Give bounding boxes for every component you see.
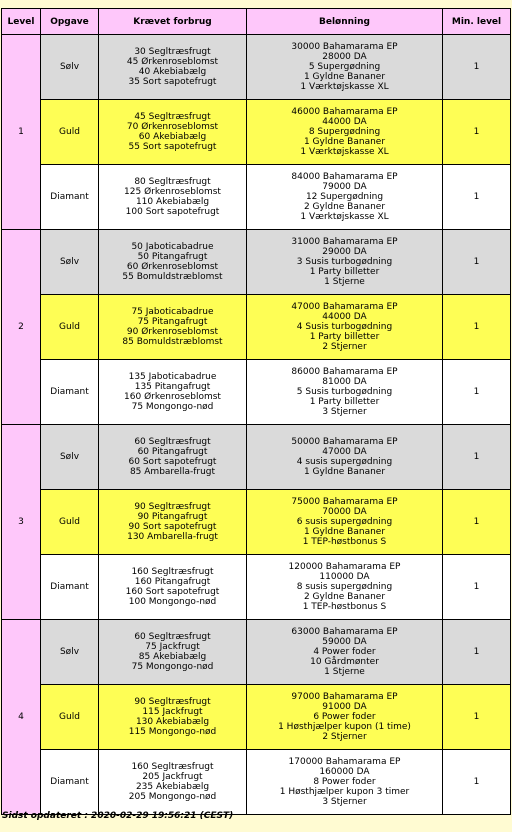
- min-level-cell: 1: [443, 295, 511, 360]
- reward-cell: 46000 Bahamarama EP 44000 DA 8 Supergødning 1 Gyldne Bananer 1 Værktøjskasse XL: [247, 100, 443, 165]
- min-level-cell: 1: [443, 490, 511, 555]
- task-cell: Sølv: [41, 35, 99, 100]
- table-row: [2, 620, 511, 685]
- task-cell: Guld: [41, 295, 99, 360]
- table-row: [2, 555, 511, 620]
- min-level-cell: 1: [443, 100, 511, 165]
- requirement-cell: 60 Segltræsfrugt 60 Pitangafrugt 60 Sort sapotefrugt 85 Ambarella-frugt: [99, 425, 247, 490]
- header-row: [2, 9, 511, 35]
- table-row: [2, 360, 511, 425]
- reward-table: [1, 8, 511, 815]
- task-cell: Diamant: [41, 750, 99, 815]
- task-cell: Guld: [41, 100, 99, 165]
- table-row: [2, 165, 511, 230]
- table-row: [2, 425, 511, 490]
- header-level: Level: [2, 9, 41, 35]
- level-cell: 3: [2, 425, 41, 620]
- last-updated-text: Sidst opdateret : 2020-02-29 19:56:21 (CEST): [2, 811, 234, 821]
- reward-cell: 97000 Bahamarama EP 91000 DA 6 Power foder 1 Høsthjælper kupon (1 time) 2 Stjerner: [247, 685, 443, 750]
- level-cell: 2: [2, 230, 41, 425]
- requirement-cell: 90 Segltræsfrugt 90 Pitangafrugt 90 Sort sapotefrugt 130 Ambarella-frugt: [99, 490, 247, 555]
- task-cell: Diamant: [41, 555, 99, 620]
- requirement-cell: 135 Jaboticabadrue 135 Pitangafrugt 160 Ørkenroseblomst 75 Mongongo-nød: [99, 360, 247, 425]
- requirement-cell: 60 Segltræsfrugt 75 Jackfrugt 85 Akebiabælg 75 Mongongo-nød: [99, 620, 247, 685]
- task-cell: Sølv: [41, 620, 99, 685]
- reward-cell: 120000 Bahamarama EP 110000 DA 8 susis supergødning 2 Gyldne Bananer 1 TEP-høstbonus S: [247, 555, 443, 620]
- requirement-cell: 160 Segltræsfrugt 160 Pitangafrugt 160 Sort sapotefrugt 100 Mongongo-nød: [99, 555, 247, 620]
- requirement-cell: 50 Jaboticabadrue 50 Pitangafrugt 60 Ørkenroseblomst 55 Bomuldstræblomst: [99, 230, 247, 295]
- table-row: [2, 295, 511, 360]
- table-row: [2, 100, 511, 165]
- min-level-cell: 1: [443, 685, 511, 750]
- requirement-cell: 45 Segltræsfrugt 70 Ørkenroseblomst 60 Akebiabælg 55 Sort sapotefrugt: [99, 100, 247, 165]
- level-cell: 4: [2, 620, 41, 815]
- requirement-cell: 30 Segltræsfrugt 45 Ørkenroseblomst 40 Akebiabælg 35 Sort sapotefrugt: [99, 35, 247, 100]
- table-row: [2, 685, 511, 750]
- min-level-cell: 1: [443, 555, 511, 620]
- min-level-cell: 1: [443, 35, 511, 100]
- task-cell: Sølv: [41, 425, 99, 490]
- reward-cell: 47000 Bahamarama EP 44000 DA 4 Susis turbogødning 1 Party billetter 2 Stjerner: [247, 295, 443, 360]
- header-min-level: Min. level: [443, 9, 511, 35]
- task-cell: Diamant: [41, 360, 99, 425]
- min-level-cell: 1: [443, 360, 511, 425]
- min-level-cell: 1: [443, 230, 511, 295]
- requirement-cell: 80 Segltræsfrugt 125 Ørkenroseblomst 110 Akebiabælg 100 Sort sapotefrugt: [99, 165, 247, 230]
- min-level-cell: 1: [443, 165, 511, 230]
- header-belonning: Belønning: [247, 9, 443, 35]
- task-cell: Guld: [41, 685, 99, 750]
- header-forbrug: Krævet forbrug: [99, 9, 247, 35]
- reward-cell: 84000 Bahamarama EP 79000 DA 12 Supergødning 2 Gyldne Bananer 1 Værktøjskasse XL: [247, 165, 443, 230]
- requirement-cell: 90 Segltræsfrugt 115 Jackfrugt 130 Akebiabælg 115 Mongongo-nød: [99, 685, 247, 750]
- table-row: [2, 230, 511, 295]
- reward-cell: 75000 Bahamarama EP 70000 DA 6 susis supergødning 1 Gyldne Bananer 1 TEP-høstbonus S: [247, 490, 443, 555]
- task-cell: Sølv: [41, 230, 99, 295]
- table-row: [2, 750, 511, 815]
- requirement-cell: 75 Jaboticabadrue 75 Pitangafrugt 90 Ørkenroseblomst 85 Bomuldstræblomst: [99, 295, 247, 360]
- min-level-cell: 1: [443, 750, 511, 815]
- reward-cell: 31000 Bahamarama EP 29000 DA 3 Susis turbogødning 1 Party billetter 1 Stjerne: [247, 230, 443, 295]
- reward-cell: 86000 Bahamarama EP 81000 DA 5 Susis turbogødning 1 Party billetter 3 Stjerner: [247, 360, 443, 425]
- task-cell: Diamant: [41, 165, 99, 230]
- header-opgave: Opgave: [41, 9, 99, 35]
- min-level-cell: 1: [443, 620, 511, 685]
- level-cell: 1: [2, 35, 41, 230]
- reward-cell: 170000 Bahamarama EP 160000 DA 8 Power foder 1 Høsthjælper kupon 3 timer 3 Stjerner: [247, 750, 443, 815]
- requirement-cell: 160 Segltræsfrugt 205 Jackfrugt 235 Akebiabælg 205 Mongongo-nød: [99, 750, 247, 815]
- table-row: [2, 490, 511, 555]
- reward-cell: 63000 Bahamarama EP 59000 DA 4 Power foder 10 Gårdmønter 1 Stjerne: [247, 620, 443, 685]
- task-cell: Guld: [41, 490, 99, 555]
- reward-cell: 30000 Bahamarama EP 28000 DA 5 Supergødning 1 Gyldne Bananer 1 Værktøjskasse XL: [247, 35, 443, 100]
- table-row: [2, 35, 511, 100]
- reward-cell: 50000 Bahamarama EP 47000 DA 4 susis supergødning 1 Gyldne Bananer: [247, 425, 443, 490]
- min-level-cell: 1: [443, 425, 511, 490]
